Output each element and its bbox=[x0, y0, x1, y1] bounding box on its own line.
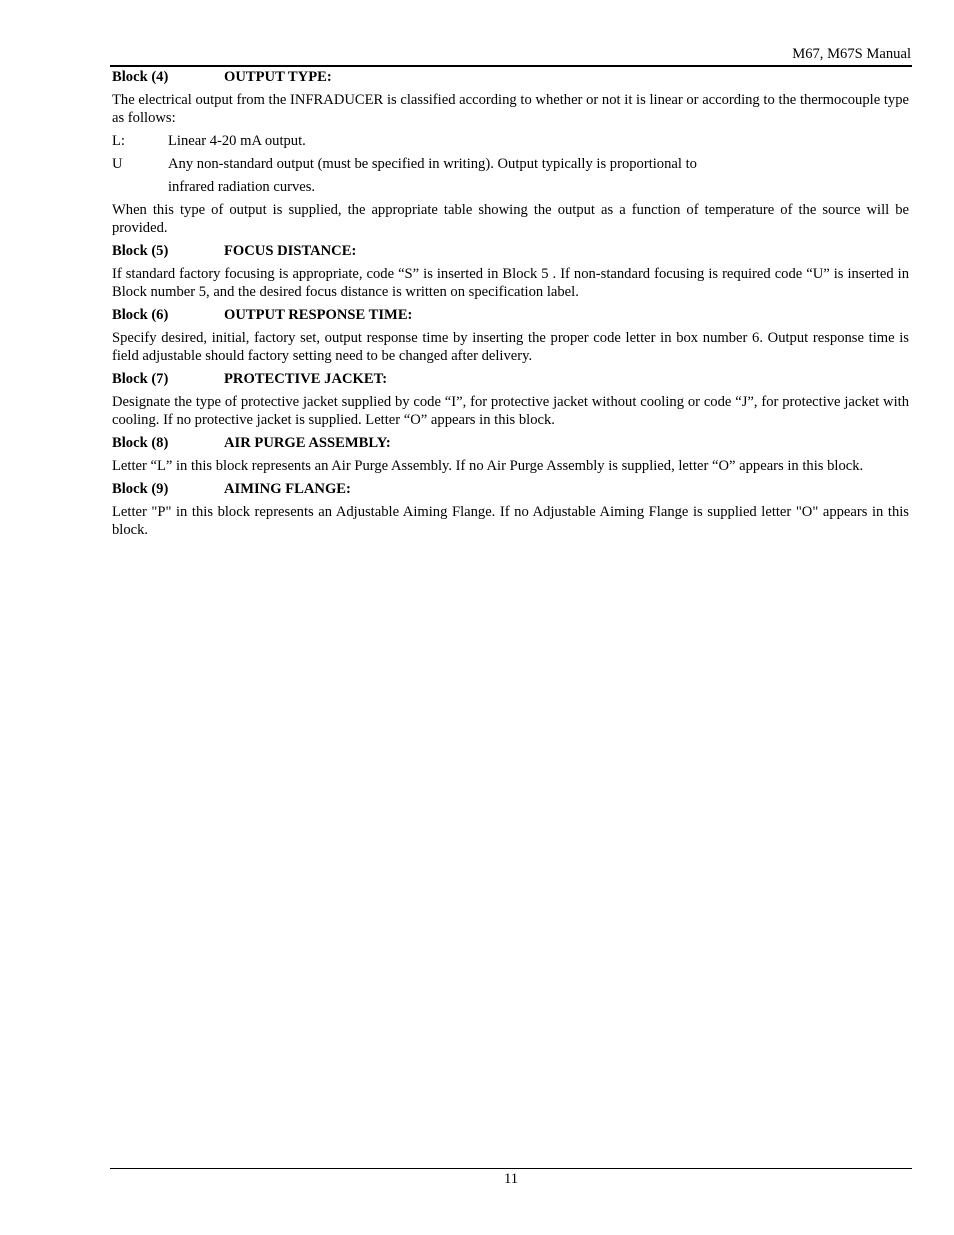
block-7-label: Block (7) bbox=[112, 371, 169, 387]
block-4-label: Block (4) bbox=[112, 69, 169, 85]
definition-continuation: infrared radiation curves. bbox=[168, 179, 316, 195]
definition-key: U bbox=[112, 156, 123, 172]
block-7-title: PROTECTIVE JACKET: bbox=[224, 371, 388, 387]
page-body bbox=[112, 68, 909, 544]
page-number: 11 bbox=[503, 1171, 519, 1187]
footer-rule bbox=[110, 1168, 912, 1169]
block-5-title: FOCUS DISTANCE: bbox=[224, 243, 357, 259]
definition-key: L: bbox=[112, 133, 125, 149]
definition-row bbox=[112, 132, 909, 150]
block-8-label: Block (8) bbox=[112, 435, 169, 451]
block-5-text: If standard factory focusing is appropriate, code “S” is inserted in Block 5 . If non-standard focusing is required code “U” is inserted in Block number 5, and the desired focus distance is written on specification label. bbox=[112, 266, 909, 300]
block-4-title: OUTPUT TYPE: bbox=[224, 69, 332, 85]
block-6-heading bbox=[112, 306, 909, 324]
running-header: M67, M67S Manual bbox=[792, 46, 911, 62]
definition-text: Any non-standard output (must be specified in writing). Output typically is proportional to bbox=[168, 156, 697, 172]
block-5-heading bbox=[112, 242, 909, 260]
definition-text: Linear 4-20 mA output. bbox=[168, 133, 306, 149]
block-4-intro: The electrical output from the INFRADUCER is classified according to whether or not it is linear or according to the thermocouple type as follows: bbox=[112, 92, 909, 126]
block-6-label: Block (6) bbox=[112, 307, 169, 323]
block-5-label: Block (5) bbox=[112, 243, 169, 259]
block-9-label: Block (9) bbox=[112, 481, 169, 497]
block-4-heading bbox=[112, 68, 909, 86]
block-9-heading bbox=[112, 480, 909, 498]
block-8-heading bbox=[112, 434, 909, 452]
block-8-text: Letter “L” in this block represents an Air Purge Assembly. If no Air Purge Assembly is supplied, letter “O” appears in this block. bbox=[112, 458, 864, 474]
block-7-heading bbox=[112, 370, 909, 388]
definition-row bbox=[112, 155, 909, 173]
block-6-text: Specify desired, initial, factory set, output response time by inserting the proper code letter in box number 6. Output response time is field adjustable should factory setting need to be changed after delivery. bbox=[112, 330, 909, 364]
header-rule bbox=[110, 65, 912, 67]
block-8-title: AIR PURGE ASSEMBLY: bbox=[224, 435, 391, 451]
block-9-text: Letter "P" in this block represents an Adjustable Aiming Flange. If no Adjustable Aiming Flange is supplied letter "O" appears in this block. bbox=[112, 504, 909, 538]
block-9-title: AIMING FLANGE: bbox=[224, 481, 351, 497]
block-6-title: OUTPUT RESPONSE TIME: bbox=[224, 307, 413, 323]
block-4-outro: When this type of output is supplied, the appropriate table showing the output as a function of temperature of the source will be provided. bbox=[112, 202, 909, 236]
block-7-text: Designate the type of protective jacket supplied by code “I”, for protective jacket without cooling or code “J”, for protective jacket with cooling. If no protective jacket is supplied. Letter “O” appears in this block. bbox=[112, 394, 909, 428]
